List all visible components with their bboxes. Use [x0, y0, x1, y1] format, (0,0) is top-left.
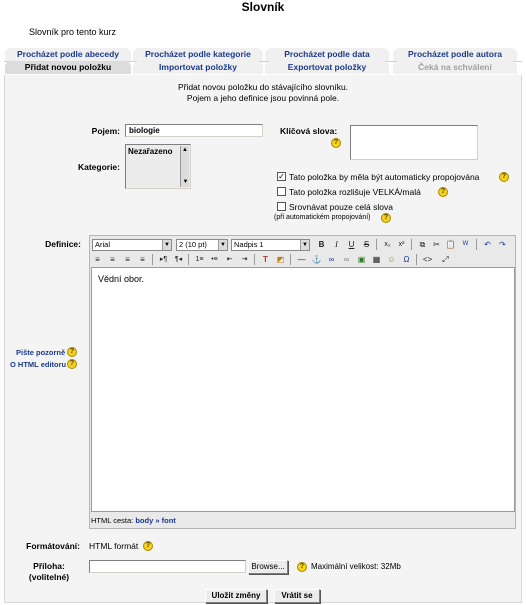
- special-char-icon[interactable]: Ω: [403, 255, 410, 264]
- scroll-up-icon[interactable]: ▲: [182, 147, 188, 153]
- html-path-label: HTML cesta:: [91, 516, 134, 525]
- toolbar-separator: [188, 254, 189, 265]
- category-select[interactable]: [125, 144, 191, 189]
- pojem-input[interactable]: [125, 124, 263, 137]
- notice-line1: Přidat novou položku do stávajícího slovníku.: [177, 82, 349, 92]
- definition-label: Definice:: [45, 239, 81, 249]
- paste-icon[interactable]: 📋: [445, 240, 456, 249]
- align-right-icon[interactable]: ≡: [125, 255, 130, 264]
- justify-icon[interactable]: ≡: [140, 255, 145, 264]
- whole-words-label: Srovnávat pouze celá slova: [289, 202, 393, 212]
- tab-export-entries[interactable]: Exportovat položky: [265, 61, 389, 74]
- attachment-file-input[interactable]: [89, 560, 246, 573]
- keywords-textarea[interactable]: [350, 125, 478, 160]
- indent-icon[interactable]: ⇥: [241, 256, 248, 263]
- attachment-label: Příloha:: [33, 561, 65, 571]
- editor-content-area[interactable]: [91, 267, 515, 512]
- page-subtitle: Slovník pro tento kurz: [29, 27, 117, 37]
- superscript-icon[interactable]: x²: [398, 241, 405, 248]
- html-path-bar: [91, 516, 176, 525]
- html-editor-help-link[interactable]: O HTML editoru: [10, 360, 67, 369]
- max-size-text: Maximální velikost: 32Mb: [311, 562, 401, 571]
- undo-icon[interactable]: ↶: [484, 240, 491, 249]
- html-path-body[interactable]: body: [135, 516, 154, 525]
- chevron-down-icon: ▼: [162, 240, 171, 250]
- pojem-label: Pojem:: [91, 126, 120, 136]
- fullscreen-icon[interactable]: ⤢: [442, 255, 449, 264]
- unlink-icon[interactable]: ∞: [343, 255, 350, 264]
- smiley-icon[interactable]: ☺: [387, 255, 396, 264]
- cut-icon[interactable]: ✂: [433, 240, 440, 249]
- whole-words-note: (při automatickém propojování): [274, 214, 371, 221]
- image-icon[interactable]: ▣: [357, 255, 366, 264]
- auto-link-label: Tato položka by měla být automaticky propojována: [289, 172, 480, 182]
- notice-line2: Pojem a jeho definice jsou povinná pole.: [186, 93, 340, 103]
- html-editor-help-icon[interactable]: ?: [67, 358, 77, 369]
- html-editor: [89, 235, 516, 529]
- write-carefully-help-icon[interactable]: ?: [67, 346, 77, 357]
- tab-import-entries[interactable]: Importovat položky: [133, 61, 263, 74]
- rtl-icon[interactable]: ¶◂: [174, 256, 183, 263]
- editor-content-text: Vědní obor.: [98, 274, 145, 284]
- redo-icon[interactable]: ↷: [499, 240, 506, 249]
- case-sensitive-help-icon[interactable]: ?: [438, 186, 448, 197]
- underline-icon[interactable]: U: [348, 240, 355, 249]
- html-path-font[interactable]: font: [161, 516, 176, 525]
- formatting-label: Formátování:: [26, 541, 80, 551]
- chevron-down-icon: ▼: [300, 240, 309, 250]
- tab-browse-author[interactable]: Procházet podle autora: [393, 48, 517, 61]
- link-icon[interactable]: ∞: [328, 255, 335, 264]
- bold-icon[interactable]: B: [318, 240, 325, 249]
- tab-browse-category[interactable]: Procházet podle kategorie: [133, 48, 263, 61]
- browse-button[interactable]: Browse...: [248, 560, 288, 574]
- toolbar-separator: [254, 254, 255, 265]
- style-select-value: Nadpis 1: [234, 240, 264, 249]
- ltr-icon[interactable]: ▸¶: [159, 256, 168, 263]
- align-left-icon[interactable]: ≡: [95, 255, 100, 264]
- formatting-help-icon[interactable]: ?: [143, 540, 153, 551]
- chevron-down-icon: ▼: [218, 240, 227, 250]
- keywords-help-icon[interactable]: ?: [331, 137, 341, 148]
- subscript-icon[interactable]: x₂: [384, 241, 391, 248]
- paste-word-icon[interactable]: W: [462, 241, 469, 247]
- ordered-list-icon[interactable]: 1≡: [195, 256, 204, 263]
- style-select[interactable]: [231, 239, 310, 251]
- attachment-help-icon[interactable]: ?: [297, 561, 307, 572]
- whole-words-help-icon[interactable]: ?: [381, 212, 391, 223]
- toolbar-separator: [290, 254, 291, 265]
- auto-link-help-icon[interactable]: ?: [499, 171, 509, 182]
- html-source-icon[interactable]: <>: [422, 255, 433, 264]
- font-select-value: Arial: [95, 240, 111, 249]
- keywords-label: Klíčová slova:: [280, 126, 338, 136]
- save-button[interactable]: Uložit změny: [205, 589, 267, 603]
- tab-pending-approval: Čeká na schválení: [393, 61, 517, 74]
- table-icon[interactable]: ▦: [372, 255, 381, 264]
- tab-add-entry[interactable]: Přidat novou položku: [5, 61, 131, 74]
- unordered-list-icon[interactable]: •≡: [211, 256, 218, 263]
- page-title: Slovník: [241, 0, 285, 14]
- outdent-icon[interactable]: ⇤: [226, 256, 233, 263]
- align-center-icon[interactable]: ≡: [110, 255, 115, 264]
- case-sensitive-label: Tato položka rozlišuje VELKÁ/malá: [289, 187, 421, 197]
- strikethrough-icon[interactable]: S: [363, 240, 370, 249]
- write-carefully-link[interactable]: Pište pozorně: [16, 348, 66, 357]
- check-mark-icon: ✓: [278, 172, 285, 181]
- text-color-icon[interactable]: T: [263, 255, 268, 264]
- formatting-value: HTML formát: [89, 541, 139, 551]
- pojem-value: biologie: [129, 126, 160, 135]
- tab-browse-alphabet[interactable]: Procházet podle abecedy: [5, 48, 131, 61]
- copy-icon[interactable]: ⧉: [419, 240, 426, 249]
- toolbar-separator: [152, 254, 153, 265]
- category-option[interactable]: Nezařazeno: [128, 147, 173, 156]
- attachment-optional: (volitelné): [28, 572, 70, 582]
- category-scrollbar[interactable]: [180, 146, 189, 187]
- horizontal-rule-icon[interactable]: —: [297, 255, 306, 264]
- toolbar-separator: [476, 239, 477, 250]
- category-label: Kategorie:: [77, 162, 120, 172]
- toolbar-separator: [411, 239, 412, 250]
- size-select[interactable]: [176, 239, 228, 251]
- cancel-button[interactable]: Vrátit se: [274, 589, 320, 603]
- italic-icon[interactable]: I: [335, 240, 338, 249]
- anchor-icon[interactable]: ⚓: [311, 255, 322, 264]
- whole-words-checkbox[interactable]: [277, 202, 286, 211]
- html-path-separator: »: [155, 516, 160, 525]
- tab-browse-date[interactable]: Procházet podle data: [265, 48, 389, 61]
- toolbar-separator: [416, 254, 417, 265]
- font-select[interactable]: [92, 239, 172, 251]
- toolbar-separator: [376, 239, 377, 250]
- case-sensitive-checkbox[interactable]: [277, 187, 286, 196]
- size-select-value: 2 (10 pt): [179, 240, 207, 249]
- auto-link-checkbox[interactable]: [277, 172, 286, 181]
- scroll-down-icon[interactable]: ▼: [182, 179, 189, 185]
- background-color-icon[interactable]: ◩: [276, 255, 285, 264]
